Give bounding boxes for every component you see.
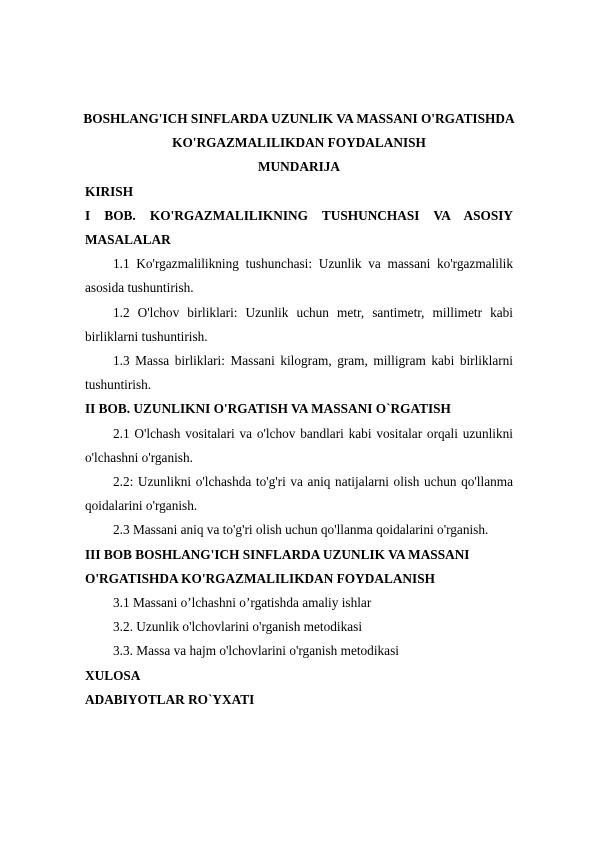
toc-item-3-1: 3.1 Massani o’lchashni o’rgatishda amaliy ishlar xyxy=(113,595,372,611)
chapter-2-heading: II BOB. UZUNLIKNI O'RGATISH VA MASSANI O`RGATISH xyxy=(85,401,451,417)
toc-item-1-2-line-2: birliklarni tushuntirish. xyxy=(85,328,208,344)
toc-item-2-1-line-2: o'lchashni o'rganish. xyxy=(85,449,193,465)
toc-item-2-3: 2.3 Massani aniq va to'g'ri olish uchun qo'llanma qoidalarini o'rganish. xyxy=(113,522,489,538)
toc-item-2-1-line-1: 2.1 O'lchash vositalari va o'lchov bandlari kabi vositalar orqali uzunlikni xyxy=(113,425,513,441)
toc-item-2-2-line-2: qoidalarini o'rganish. xyxy=(85,498,198,514)
toc-item-1-1 xyxy=(85,252,513,300)
toc-conclusion: XULOSA xyxy=(85,667,141,683)
chapter-1-heading-line-1: I BOB. KO'RGAZMALILIKNING TUSHUNCHASI VA ASOSIY xyxy=(85,207,513,223)
toc-item-1-3-line-2: tushuntirish. xyxy=(85,377,152,393)
toc-item-1-1-line-1: 1.1 Ko'rgazmalilikning tushunchasi: Uzunlik va massani ko'rgazmalilik xyxy=(113,256,513,272)
chapter-3-heading-line-1: III BOB BOSHLANG'ICH SINFLARDA UZUNLIK VA MASSANI xyxy=(85,546,470,562)
toc-references: ADABIYOTLAR RO`YXATI xyxy=(85,691,255,707)
toc-item-2-2 xyxy=(85,470,513,518)
toc-intro: KIRISH xyxy=(85,183,134,199)
toc-item-1-2 xyxy=(85,301,513,349)
toc-item-1-3 xyxy=(85,349,513,397)
document-title-line-1: BOSHLANG'ICH SINFLARDA UZUNLIK VA MASSANI O'RGATISHDA xyxy=(83,111,515,126)
toc-item-1-2-line-1: 1.2 O'lchov birliklari: Uzunlik uchun metr, santimetr, millimetr kabi xyxy=(113,304,513,320)
document-title-line-2: KO'RGAZMALILIKDAN FOYDALANISH xyxy=(172,135,426,151)
toc-item-3-2: 3.2. Uzunlik o'lchovlarini o'rganish metodikasi xyxy=(113,619,363,635)
toc-item-1-3-line-1: 1.3 Massa birliklari: Massani kilogram, gram, milligram kabi birliklarni xyxy=(113,353,513,369)
toc-item-1-1-line-2: asosida tushuntirish. xyxy=(85,280,194,296)
table-of-contents xyxy=(85,107,513,712)
contents-heading: MUNDARIJA xyxy=(258,159,340,175)
toc-item-2-2-line-1: 2.2: Uzunlikni o'lchashda to'g'ri va aniq natijalarni olish uchun qo'llanma xyxy=(113,474,513,490)
chapter-1-heading-line-2: MASALALAR xyxy=(85,232,171,248)
toc-item-2-1 xyxy=(85,422,513,470)
chapter-3-heading-line-2: O'RGATISHDA KO'RGAZMALILIKDAN FOYDALANISH xyxy=(85,570,435,586)
toc-item-3-3: 3.3. Massa va hajm o'lchovlarini o'rganish metodikasi xyxy=(113,643,399,659)
